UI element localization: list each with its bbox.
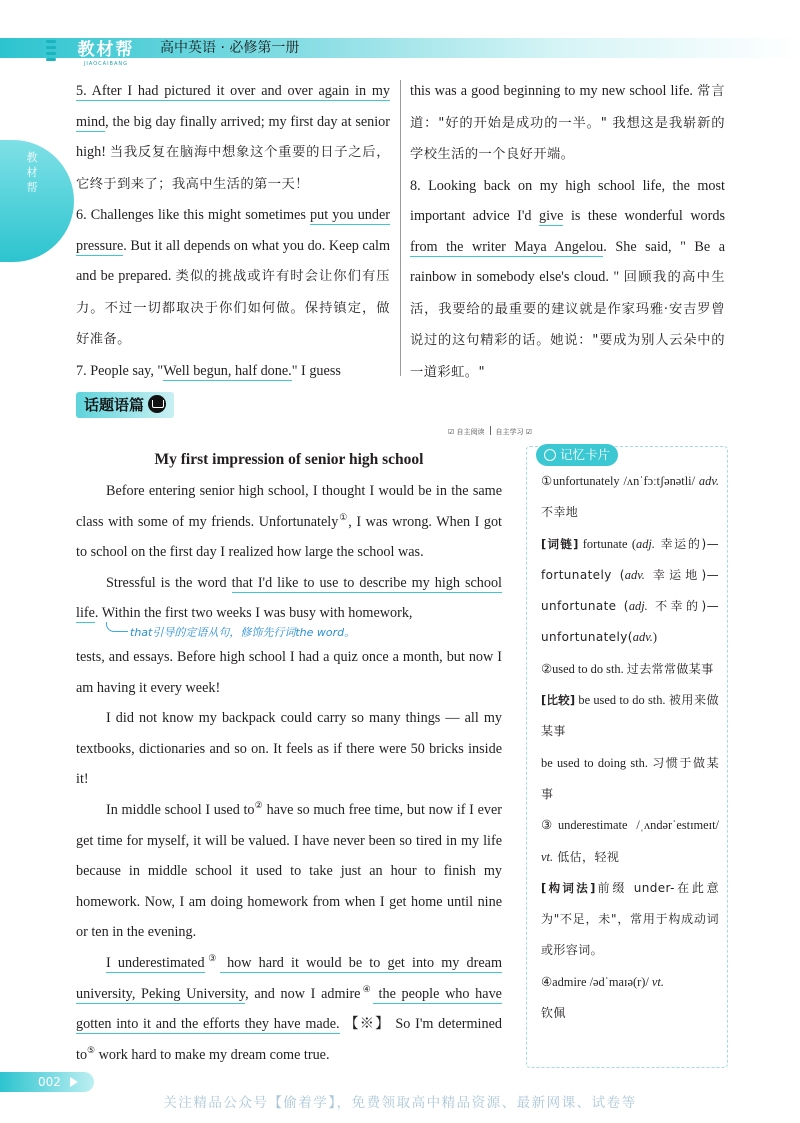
entry-1-word-chain xyxy=(541,529,719,654)
book-title: 高中英语 · 必修第一册 xyxy=(160,40,300,56)
sentence-5 xyxy=(76,76,390,200)
sentence-8-translation: 回顾我的高中生活，我要给的最重要的建议就是作家玛雅·安吉罗曾说过的这句精彩的话。她说："要成为别人云朵中的一道彩虹。" xyxy=(410,270,725,380)
chain-a-pos: adj. xyxy=(636,536,655,551)
entry-4-word: ④admire /ədˈmaɪə(r)/ xyxy=(541,974,652,989)
sentence-5-translation: 当我反复在脑海中想象这个重要的日子之后，它终于到来了；我高中生活的第一天！ xyxy=(76,145,390,192)
article-paragraph-2 xyxy=(76,568,502,629)
sentence-6-start: 6. Challenges like this might sometimes xyxy=(76,207,311,223)
entry-3-pos: vt. xyxy=(541,849,554,864)
footnote-mark-1: ① xyxy=(338,511,349,522)
entry-3-word-formation xyxy=(541,873,719,967)
annotation-hook-icon xyxy=(106,622,128,632)
entry-3-tag: [构词法] xyxy=(541,880,596,895)
entry-2-compare-2 xyxy=(541,748,719,811)
sentence-6-underlined: put you under pressure xyxy=(76,207,391,254)
entry-1-tag: [词链] xyxy=(541,536,579,551)
entry-admire xyxy=(541,967,719,1030)
tag-self-study: 自主学习 ☑ xyxy=(495,428,533,436)
section-title xyxy=(76,392,174,418)
sentence-7 xyxy=(76,356,390,387)
footnote-mark-4: ④ xyxy=(360,983,373,994)
compare-2-zh: 习惯于做某事 xyxy=(541,755,719,801)
sentence-6 xyxy=(76,200,390,356)
entry-2-compare xyxy=(541,685,719,748)
footnote-mark-5: ⑤ xyxy=(87,1044,96,1055)
memory-card-title: 记忆卡片 xyxy=(560,447,611,462)
brand-logo-subtext: JIAOCAIBANG xyxy=(83,61,129,67)
chain-c-zh: 不幸的)—unfortunately( xyxy=(541,599,719,645)
p5-underlined-a: I underestimated xyxy=(106,954,205,971)
article-paragraph-4 xyxy=(76,795,502,948)
memory-card-body xyxy=(541,466,719,1029)
article xyxy=(76,446,502,1070)
sentence-6-rest: . But it all depends on what you do. Keep calm and be prepared. xyxy=(76,237,390,284)
entry-1-word: ①unfortunately /ʌnˈfɔːtʃənətli/ xyxy=(541,474,699,488)
lightbulb-icon xyxy=(544,449,556,461)
reading-tags xyxy=(448,426,532,437)
sentence-8 xyxy=(410,171,725,389)
footnote-mark-3: ③ xyxy=(204,952,220,963)
sentence-8-underlined-writer: from the writer Maya Angelou xyxy=(410,238,604,255)
chain-b-pos: adv. xyxy=(624,567,645,582)
binder-rings-icon xyxy=(46,40,60,70)
article-paragraph-5 xyxy=(76,948,502,1070)
sentence-8-middle: is these wonderful words xyxy=(563,208,725,224)
sentence-7-rest: " I guess xyxy=(291,362,341,379)
memory-card-header xyxy=(536,444,618,466)
article-paragraph-2-continued: tests, and essays. Before high school I had a quiz once a month, but now I am having it every week! xyxy=(76,648,502,696)
article-paragraph-3: I did not know my backpack could carry so many things — all my textbooks, dictionaries and so on. It feels as if there were 50 bricks inside it! xyxy=(76,710,502,788)
p5-text-b: So I'm determined to xyxy=(76,1016,502,1063)
tag-self-reading: ☑ 自主阅读 xyxy=(448,428,485,436)
entry-2-phrase: ②used to do sth. xyxy=(541,661,627,676)
sentence-8-underlined-give: give xyxy=(539,208,564,224)
watermark: 关注精品公众号【偷着学】，免费领取高中精品资源、最新网课、试卷等 xyxy=(163,1095,637,1111)
page-number: 002 xyxy=(38,1075,61,1089)
entry-2-meaning: 过去常常做某事 xyxy=(626,661,714,676)
p4-text-a: In middle school I used to xyxy=(106,801,255,818)
p5-underlined-b: how hard it would be to get into my dream university, Peking University xyxy=(76,954,503,1002)
chain-b-zh: 幸运地)—unfortunate ( xyxy=(541,567,719,614)
entry-3-word: ③underestimate /ˌʌndərˈestɪmeɪt/ xyxy=(541,818,719,833)
footnote-mark-2: ② xyxy=(254,799,263,810)
brand-logo-text: 教材帮 xyxy=(77,40,135,60)
side-tab-label: 教材帮 xyxy=(26,151,38,194)
chain-end: ) xyxy=(652,630,658,645)
compare-1: be used to do sth. xyxy=(575,693,669,708)
p5-text-a: , and now I admire xyxy=(245,985,361,1002)
p2-underlined-clause: that I'd like to use to describe my high school life xyxy=(76,574,502,622)
sentence-6-translation: 类似的挑战或许有时会让你们有压力。不过一切都取决于你们如何做。保持镇定，做好准备。 xyxy=(76,269,391,347)
sentence-5-rest: , the big day finally arrived; my first day at senior high! xyxy=(76,113,390,160)
entry-3-desc: 前缀 under-在此意为"不足，未"，常用于构成动词或形容词。 xyxy=(541,880,719,958)
section-title-label: 话题语篇 xyxy=(84,396,145,414)
p5-mark: 【※】 xyxy=(339,1016,391,1033)
sentence-7-start: 7. People say, " xyxy=(76,362,164,379)
p1-text-a: Before entering senior high school, I thought I would be in the same class with some of my friends. Unfortunately xyxy=(76,483,502,530)
p4-text-b: have so much free time, but now if I ever get time for myself, it will be valued. I have never been so tired in my life because in middle school it used to take just an hour to finish my homework. Now, I am doing homework from when I get home until nine or ten in the evening. xyxy=(76,801,502,941)
top-left-column xyxy=(76,76,390,386)
p5-text-c: work hard to make my dream come true. xyxy=(95,1046,330,1063)
book-icon xyxy=(148,395,166,413)
compare-2: be used to doing sth. xyxy=(541,755,653,770)
chain-c-pos: adj. xyxy=(628,599,648,614)
column-divider xyxy=(400,80,401,376)
compare-1-zh: 被用来做某事 xyxy=(541,693,719,739)
sentence-7-underlined: Well begun, half done. xyxy=(163,362,292,379)
sentence-7-translation: 常言道："好的开始是成功的一半。" 我想这是我崭新的学校生活的一个良好开端。 xyxy=(410,84,725,162)
brand-logo xyxy=(62,40,150,68)
p2-text-b: . Within the first two weeks I was busy with homework, xyxy=(94,605,413,622)
entry-3-meaning: 低估，轻视 xyxy=(553,849,620,864)
entry-unfortunately xyxy=(541,466,719,529)
chain-a-zh: 幸运的)—fortunately ( xyxy=(541,536,720,582)
sentence-7-continued xyxy=(410,76,725,171)
article-title: My first impression of senior high school xyxy=(154,451,424,468)
p2-text-a: Stressful is the word xyxy=(106,574,232,591)
arrow-right-icon xyxy=(70,1077,78,1087)
entry-4-pos: vt. xyxy=(651,974,664,989)
sentence-7-end: this was a good beginning to my new school life. xyxy=(410,83,698,99)
p1-text-b: , I was wrong. When I got to school on the first day I realized how large the school was. xyxy=(76,513,502,561)
chain-a: fortunate ( xyxy=(578,536,637,551)
entry-1-meaning: 不幸地 xyxy=(541,505,579,520)
p5-underlined-c: the people who have gotten into it and the efforts they have made. xyxy=(76,985,502,1033)
annotation xyxy=(76,625,502,642)
top-right-column xyxy=(410,76,725,388)
chain-d-pos: adv. xyxy=(632,630,653,645)
entry-2-tag: [比较] xyxy=(541,693,576,708)
sentence-8-start: 8. Looking back on my high school life, the most important advice I'd xyxy=(410,177,725,224)
sentence-8-quote: . She said, " Be a rainbow in somebody else's cloud. " xyxy=(410,238,725,285)
sentence-5-underlined: 5. After I had pictured it over and over again in my mind xyxy=(76,83,390,130)
entry-1-pos: adv. xyxy=(698,474,719,488)
entry-4-meaning: 钦佩 xyxy=(541,1006,566,1021)
article-paragraph-1 xyxy=(76,476,502,568)
annotation-note: that引导的定语从句，修饰先行词the word。 xyxy=(130,625,356,639)
entry-underestimate xyxy=(541,810,719,873)
entry-used-to xyxy=(541,654,719,685)
